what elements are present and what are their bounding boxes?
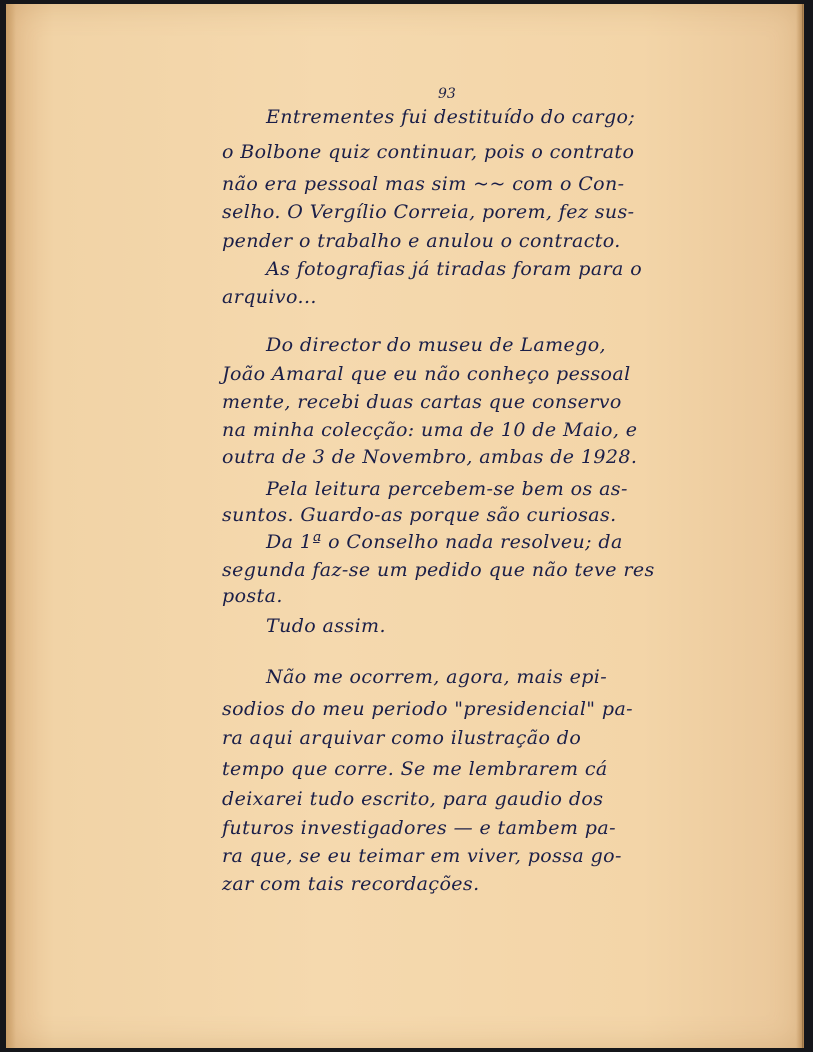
text-line: Do director do museu de Lamego, (266, 334, 606, 356)
text-line: arquivo... (222, 286, 317, 308)
text-line: mente, recebi duas cartas que conservo (222, 391, 622, 413)
text-line: Tudo assim. (266, 615, 386, 637)
text-line: não era pessoal mas sim ~~ com o Con- (222, 173, 625, 195)
text-line: o Bolbone quiz continuar, pois o contrato (222, 141, 635, 163)
paper-right-edge (796, 4, 804, 1048)
text-line: selho. O Vergílio Correia, porem, fez sus- (222, 201, 635, 223)
text-line: zar com tais recordações. (222, 873, 480, 895)
text-line: futuros investigadores — e tambem pa- (222, 817, 616, 839)
text-line: tempo que corre. Se me lembrarem cá (222, 758, 608, 780)
text-line: sodios do meu periodo "presidencial" pa- (222, 698, 633, 720)
text-line: posta. (222, 585, 283, 607)
text-line: Entrementes fui destituído do cargo; (266, 106, 636, 128)
text-line: outra de 3 de Novembro, ambas de 1928. (222, 446, 638, 468)
text-line: Pela leitura percebem-se bem os as- (266, 478, 628, 500)
paper-left-edge (6, 4, 16, 1048)
text-line: deixarei tudo escrito, para gaudio dos (222, 788, 604, 810)
text-line: ra aqui arquivar como ilustração do (222, 727, 582, 749)
text-line: João Amaral que eu não conheço pessoal (222, 363, 631, 385)
text-line: na minha colecção: uma de 10 de Maio, e (222, 419, 638, 441)
text-line: suntos. Guardo-as porque são curiosas. (222, 504, 617, 526)
text-line: Da 1ª o Conselho nada resolveu; da (266, 531, 623, 553)
text-line: segunda faz-se um pedido que não teve res (222, 559, 655, 581)
text-line: ra que, se eu teimar em viver, possa go- (222, 845, 622, 867)
page-number: 93 (438, 86, 456, 102)
text-line: Não me ocorrem, agora, mais epi- (266, 666, 608, 688)
text-line: As fotografias já tiradas foram para o (266, 258, 643, 280)
text-line: pender o trabalho e anulou o contracto. (222, 230, 621, 252)
